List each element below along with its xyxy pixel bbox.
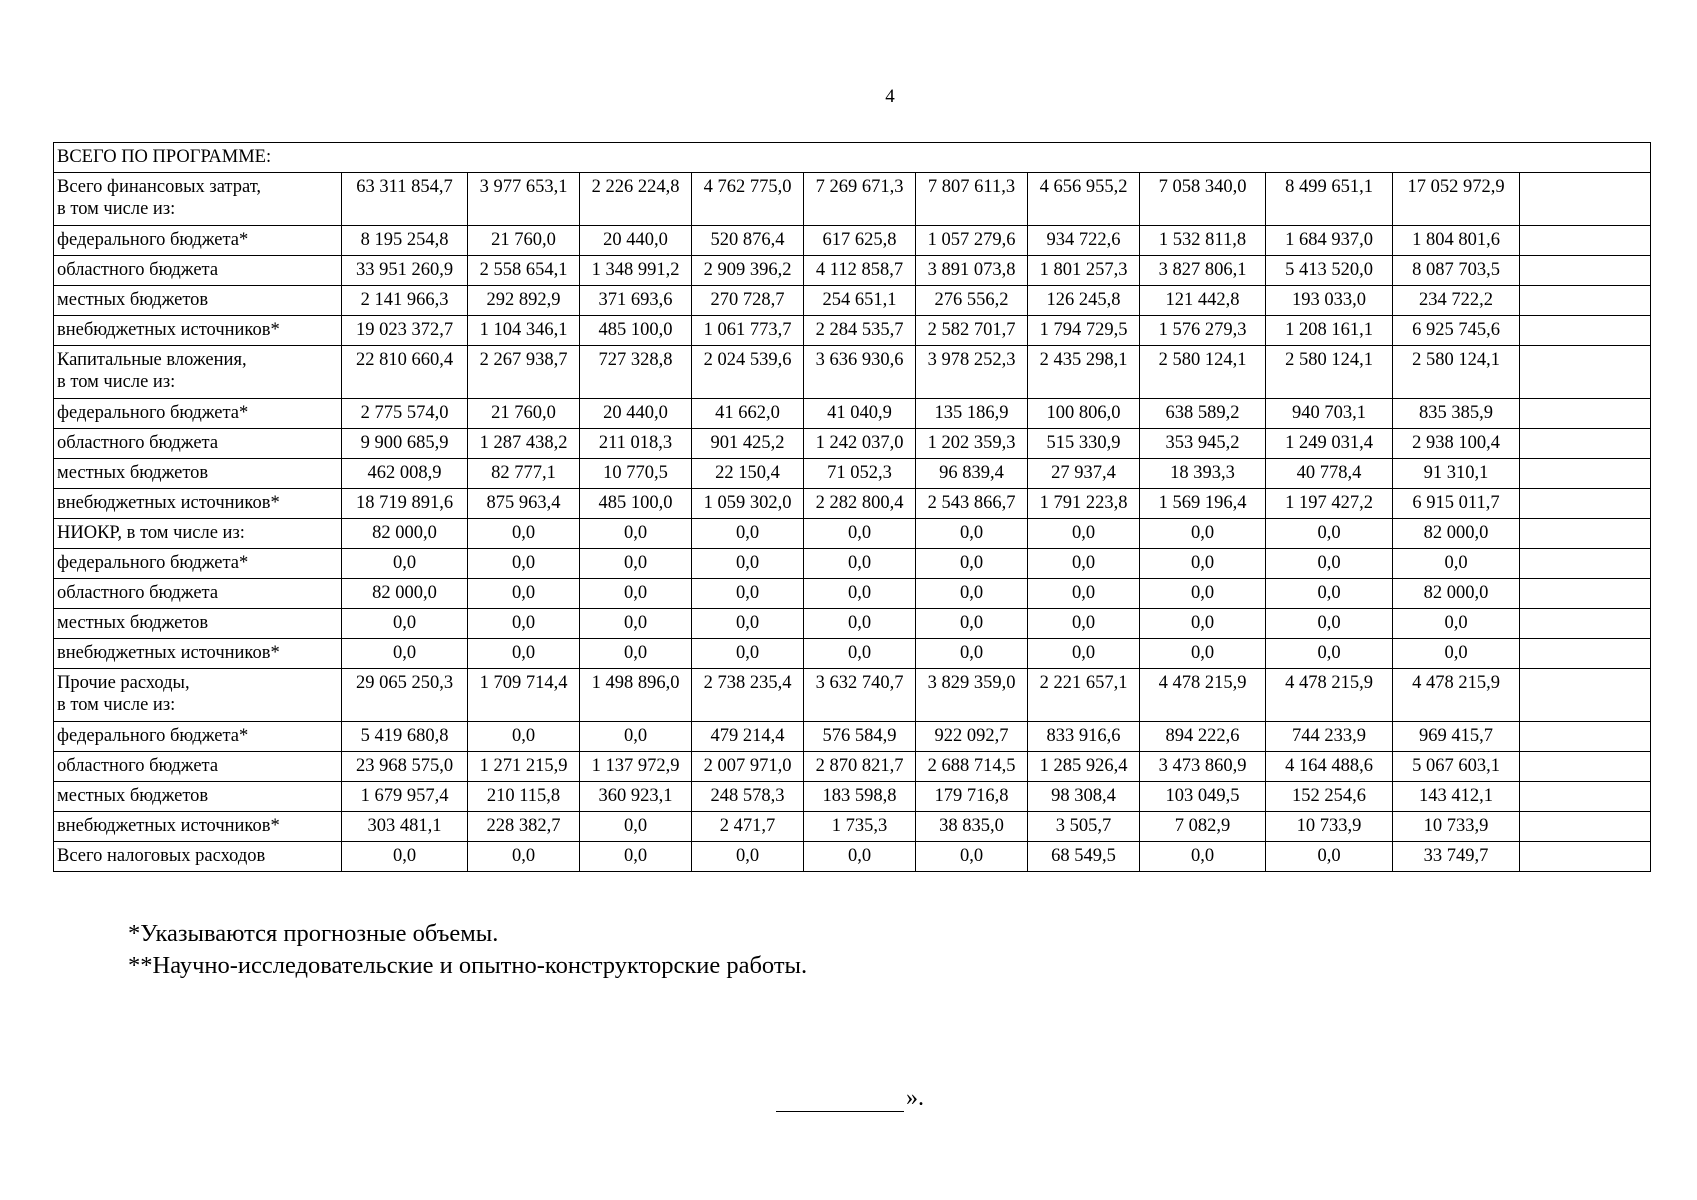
value-cell: 6 915 011,7 bbox=[1393, 489, 1520, 519]
value-cell: 7 807 611,3 bbox=[916, 173, 1028, 226]
value-cell: 462 008,9 bbox=[342, 459, 468, 489]
value-cell: 485 100,0 bbox=[580, 316, 692, 346]
value-cell bbox=[1520, 842, 1651, 872]
value-cell: 934 722,6 bbox=[1028, 226, 1140, 256]
value-cell: 7 058 340,0 bbox=[1140, 173, 1266, 226]
value-cell: 0,0 bbox=[692, 842, 804, 872]
section-title: ВСЕГО ПО ПРОГРАММЕ: bbox=[54, 143, 1651, 173]
value-cell: 1 804 801,6 bbox=[1393, 226, 1520, 256]
value-cell: 2 226 224,8 bbox=[580, 173, 692, 226]
value-cell: 2 024 539,6 bbox=[692, 346, 804, 399]
value-cell: 0,0 bbox=[804, 842, 916, 872]
value-cell bbox=[1520, 429, 1651, 459]
value-cell: 3 829 359,0 bbox=[916, 669, 1028, 722]
value-cell: 19 023 372,7 bbox=[342, 316, 468, 346]
value-cell: 0,0 bbox=[468, 722, 580, 752]
value-cell: 22 810 660,4 bbox=[342, 346, 468, 399]
value-cell: 3 977 653,1 bbox=[468, 173, 580, 226]
table-row bbox=[54, 752, 1651, 782]
value-cell: 969 415,7 bbox=[1393, 722, 1520, 752]
value-cell: 638 589,2 bbox=[1140, 399, 1266, 429]
value-cell: 2 938 100,4 bbox=[1393, 429, 1520, 459]
value-cell: 5 413 520,0 bbox=[1266, 256, 1393, 286]
row-label: федерального бюджета* bbox=[54, 399, 342, 429]
signature-line bbox=[776, 1087, 904, 1112]
value-cell: 3 505,7 bbox=[1028, 812, 1140, 842]
value-cell bbox=[1520, 812, 1651, 842]
value-cell: 520 876,4 bbox=[692, 226, 804, 256]
value-cell: 193 033,0 bbox=[1266, 286, 1393, 316]
value-cell: 0,0 bbox=[342, 639, 468, 669]
value-cell: 0,0 bbox=[1393, 549, 1520, 579]
value-cell bbox=[1520, 609, 1651, 639]
value-cell: 18 393,3 bbox=[1140, 459, 1266, 489]
value-cell: 1 271 215,9 bbox=[468, 752, 580, 782]
row-label: областного бюджета bbox=[54, 579, 342, 609]
value-cell: 0,0 bbox=[468, 579, 580, 609]
value-cell: 8 087 703,5 bbox=[1393, 256, 1520, 286]
value-cell: 98 308,4 bbox=[1028, 782, 1140, 812]
value-cell: 0,0 bbox=[1140, 519, 1266, 549]
value-cell: 6 925 745,6 bbox=[1393, 316, 1520, 346]
value-cell: 0,0 bbox=[1028, 609, 1140, 639]
value-cell: 71 052,3 bbox=[804, 459, 916, 489]
row-label: Прочие расходы, в том числе из: bbox=[54, 669, 342, 722]
value-cell: 0,0 bbox=[580, 639, 692, 669]
value-cell: 1 684 937,0 bbox=[1266, 226, 1393, 256]
value-cell: 0,0 bbox=[1140, 842, 1266, 872]
value-cell: 0,0 bbox=[1140, 549, 1266, 579]
table-row bbox=[54, 842, 1651, 872]
closing-mark bbox=[776, 1085, 924, 1112]
value-cell: 1 709 714,4 bbox=[468, 669, 580, 722]
value-cell: 0,0 bbox=[692, 639, 804, 669]
value-cell: 2 543 866,7 bbox=[916, 489, 1028, 519]
value-cell: 901 425,2 bbox=[692, 429, 804, 459]
value-cell: 27 937,4 bbox=[1028, 459, 1140, 489]
value-cell: 9 900 685,9 bbox=[342, 429, 468, 459]
table-row bbox=[54, 399, 1651, 429]
value-cell: 0,0 bbox=[804, 519, 916, 549]
value-cell: 21 760,0 bbox=[468, 226, 580, 256]
value-cell: 1 137 972,9 bbox=[580, 752, 692, 782]
value-cell: 0,0 bbox=[916, 609, 1028, 639]
value-cell: 360 923,1 bbox=[580, 782, 692, 812]
value-cell: 303 481,1 bbox=[342, 812, 468, 842]
value-cell bbox=[1520, 346, 1651, 399]
value-cell: 0,0 bbox=[1028, 549, 1140, 579]
table-row bbox=[54, 722, 1651, 752]
value-cell: 0,0 bbox=[1266, 579, 1393, 609]
value-cell: 0,0 bbox=[580, 812, 692, 842]
value-cell: 2 435 298,1 bbox=[1028, 346, 1140, 399]
value-cell: 617 625,8 bbox=[804, 226, 916, 256]
value-cell: 833 916,6 bbox=[1028, 722, 1140, 752]
value-cell: 29 065 250,3 bbox=[342, 669, 468, 722]
value-cell: 0,0 bbox=[916, 639, 1028, 669]
row-label: Всего налоговых расходов bbox=[54, 842, 342, 872]
value-cell: 0,0 bbox=[916, 519, 1028, 549]
value-cell: 0,0 bbox=[1140, 609, 1266, 639]
value-cell: 10 733,9 bbox=[1266, 812, 1393, 842]
value-cell: 254 651,1 bbox=[804, 286, 916, 316]
value-cell: 183 598,8 bbox=[804, 782, 916, 812]
value-cell: 1 242 037,0 bbox=[804, 429, 916, 459]
value-cell: 248 578,3 bbox=[692, 782, 804, 812]
value-cell: 0,0 bbox=[1266, 842, 1393, 872]
value-cell: 22 150,4 bbox=[692, 459, 804, 489]
value-cell: 0,0 bbox=[580, 842, 692, 872]
table-row bbox=[54, 782, 1651, 812]
value-cell: 1 061 773,7 bbox=[692, 316, 804, 346]
value-cell: 3 473 860,9 bbox=[1140, 752, 1266, 782]
value-cell: 82 000,0 bbox=[342, 579, 468, 609]
value-cell: 1 285 926,4 bbox=[1028, 752, 1140, 782]
value-cell: 18 719 891,6 bbox=[342, 489, 468, 519]
value-cell: 0,0 bbox=[1393, 639, 1520, 669]
row-label: федерального бюджета* bbox=[54, 722, 342, 752]
row-label: внебюджетных источников* bbox=[54, 316, 342, 346]
value-cell bbox=[1520, 782, 1651, 812]
value-cell: 0,0 bbox=[1028, 639, 1140, 669]
value-cell: 1 576 279,3 bbox=[1140, 316, 1266, 346]
value-cell: 96 839,4 bbox=[916, 459, 1028, 489]
table-row bbox=[54, 226, 1651, 256]
value-cell: 179 716,8 bbox=[916, 782, 1028, 812]
value-cell bbox=[1520, 639, 1651, 669]
value-cell bbox=[1520, 722, 1651, 752]
value-cell: 2 909 396,2 bbox=[692, 256, 804, 286]
value-cell: 1 348 991,2 bbox=[580, 256, 692, 286]
value-cell: 0,0 bbox=[1028, 519, 1140, 549]
value-cell: 515 330,9 bbox=[1028, 429, 1140, 459]
value-cell: 0,0 bbox=[692, 579, 804, 609]
value-cell: 38 835,0 bbox=[916, 812, 1028, 842]
row-label: местных бюджетов bbox=[54, 286, 342, 316]
value-cell: 2 775 574,0 bbox=[342, 399, 468, 429]
table-row bbox=[54, 173, 1651, 226]
value-cell: 0,0 bbox=[580, 609, 692, 639]
value-cell: 0,0 bbox=[580, 549, 692, 579]
value-cell: 0,0 bbox=[468, 639, 580, 669]
value-cell: 228 382,7 bbox=[468, 812, 580, 842]
value-cell: 0,0 bbox=[804, 579, 916, 609]
value-cell: 727 328,8 bbox=[580, 346, 692, 399]
value-cell: 2 688 714,5 bbox=[916, 752, 1028, 782]
value-cell: 0,0 bbox=[468, 549, 580, 579]
value-cell: 2 580 124,1 bbox=[1266, 346, 1393, 399]
value-cell: 126 245,8 bbox=[1028, 286, 1140, 316]
value-cell: 940 703,1 bbox=[1266, 399, 1393, 429]
table-row bbox=[54, 316, 1651, 346]
value-cell: 2 267 938,7 bbox=[468, 346, 580, 399]
value-cell: 5 419 680,8 bbox=[342, 722, 468, 752]
value-cell: 103 049,5 bbox=[1140, 782, 1266, 812]
table-row bbox=[54, 579, 1651, 609]
value-cell: 1 794 729,5 bbox=[1028, 316, 1140, 346]
table-row bbox=[54, 286, 1651, 316]
table-row bbox=[54, 489, 1651, 519]
row-label: внебюджетных источников* bbox=[54, 489, 342, 519]
value-cell: 1 735,3 bbox=[804, 812, 916, 842]
table-row bbox=[54, 519, 1651, 549]
value-cell: 1 498 896,0 bbox=[580, 669, 692, 722]
value-cell: 17 052 972,9 bbox=[1393, 173, 1520, 226]
value-cell: 0,0 bbox=[468, 609, 580, 639]
value-cell: 4 478 215,9 bbox=[1393, 669, 1520, 722]
row-label: федерального бюджета* bbox=[54, 549, 342, 579]
row-label: федерального бюджета* bbox=[54, 226, 342, 256]
value-cell: 2 582 701,7 bbox=[916, 316, 1028, 346]
value-cell: 40 778,4 bbox=[1266, 459, 1393, 489]
row-label: местных бюджетов bbox=[54, 459, 342, 489]
page-number: 4 bbox=[885, 86, 895, 107]
value-cell bbox=[1520, 752, 1651, 782]
value-cell: 1 202 359,3 bbox=[916, 429, 1028, 459]
value-cell: 33 749,7 bbox=[1393, 842, 1520, 872]
value-cell: 4 656 955,2 bbox=[1028, 173, 1140, 226]
value-cell: 10 733,9 bbox=[1393, 812, 1520, 842]
value-cell: 4 112 858,7 bbox=[804, 256, 916, 286]
value-cell bbox=[1520, 489, 1651, 519]
value-cell: 1 249 031,4 bbox=[1266, 429, 1393, 459]
value-cell: 63 311 854,7 bbox=[342, 173, 468, 226]
value-cell: 143 412,1 bbox=[1393, 782, 1520, 812]
value-cell: 0,0 bbox=[1393, 609, 1520, 639]
value-cell: 0,0 bbox=[1140, 639, 1266, 669]
row-label: НИОКР, в том числе из: bbox=[54, 519, 342, 549]
value-cell: 0,0 bbox=[692, 519, 804, 549]
value-cell: 0,0 bbox=[1266, 609, 1393, 639]
value-cell: 0,0 bbox=[342, 549, 468, 579]
footnotes bbox=[128, 918, 807, 982]
value-cell: 41 040,9 bbox=[804, 399, 916, 429]
value-cell bbox=[1520, 579, 1651, 609]
value-cell: 2 141 966,3 bbox=[342, 286, 468, 316]
value-cell: 0,0 bbox=[804, 549, 916, 579]
section-header-row bbox=[54, 143, 1651, 173]
row-label: областного бюджета bbox=[54, 429, 342, 459]
value-cell: 1 532 811,8 bbox=[1140, 226, 1266, 256]
closing-quote: ». bbox=[906, 1085, 924, 1111]
table-body bbox=[54, 143, 1651, 872]
value-cell: 875 963,4 bbox=[468, 489, 580, 519]
table-row bbox=[54, 429, 1651, 459]
row-label: внебюджетных источников* bbox=[54, 639, 342, 669]
value-cell bbox=[1520, 399, 1651, 429]
value-cell: 0,0 bbox=[580, 519, 692, 549]
value-cell: 3 827 806,1 bbox=[1140, 256, 1266, 286]
value-cell: 1 801 257,3 bbox=[1028, 256, 1140, 286]
value-cell bbox=[1520, 286, 1651, 316]
value-cell: 23 968 575,0 bbox=[342, 752, 468, 782]
value-cell: 82 000,0 bbox=[342, 519, 468, 549]
row-label: областного бюджета bbox=[54, 752, 342, 782]
value-cell: 2 580 124,1 bbox=[1140, 346, 1266, 399]
value-cell: 4 478 215,9 bbox=[1140, 669, 1266, 722]
value-cell bbox=[1520, 459, 1651, 489]
value-cell bbox=[1520, 256, 1651, 286]
value-cell: 576 584,9 bbox=[804, 722, 916, 752]
value-cell: 270 728,7 bbox=[692, 286, 804, 316]
value-cell: 0,0 bbox=[1028, 579, 1140, 609]
footnote-niokr: **Научно-исследовательские и опытно-конструкторские работы. bbox=[128, 952, 808, 979]
value-cell: 234 722,2 bbox=[1393, 286, 1520, 316]
value-cell: 1 059 302,0 bbox=[692, 489, 804, 519]
value-cell: 894 222,6 bbox=[1140, 722, 1266, 752]
value-cell: 0,0 bbox=[1140, 579, 1266, 609]
value-cell bbox=[1520, 669, 1651, 722]
table-row bbox=[54, 256, 1651, 286]
value-cell: 2 221 657,1 bbox=[1028, 669, 1140, 722]
value-cell bbox=[1520, 549, 1651, 579]
table-row bbox=[54, 639, 1651, 669]
value-cell: 0,0 bbox=[804, 639, 916, 669]
value-cell: 68 549,5 bbox=[1028, 842, 1140, 872]
value-cell: 479 214,4 bbox=[692, 722, 804, 752]
program-budget-table bbox=[53, 142, 1651, 872]
table-row bbox=[54, 346, 1651, 399]
value-cell: 835 385,9 bbox=[1393, 399, 1520, 429]
value-cell: 1 791 223,8 bbox=[1028, 489, 1140, 519]
value-cell: 1 679 957,4 bbox=[342, 782, 468, 812]
value-cell: 121 442,8 bbox=[1140, 286, 1266, 316]
value-cell: 0,0 bbox=[916, 579, 1028, 609]
value-cell: 152 254,6 bbox=[1266, 782, 1393, 812]
value-cell: 21 760,0 bbox=[468, 399, 580, 429]
value-cell: 0,0 bbox=[1266, 519, 1393, 549]
value-cell: 91 310,1 bbox=[1393, 459, 1520, 489]
value-cell: 211 018,3 bbox=[580, 429, 692, 459]
value-cell: 0,0 bbox=[692, 609, 804, 639]
row-label: областного бюджета bbox=[54, 256, 342, 286]
value-cell: 82 000,0 bbox=[1393, 519, 1520, 549]
value-cell: 2 580 124,1 bbox=[1393, 346, 1520, 399]
value-cell: 2 471,7 bbox=[692, 812, 804, 842]
value-cell: 0,0 bbox=[580, 579, 692, 609]
value-cell: 0,0 bbox=[916, 842, 1028, 872]
value-cell: 1 287 438,2 bbox=[468, 429, 580, 459]
value-cell: 0,0 bbox=[580, 722, 692, 752]
value-cell: 3 632 740,7 bbox=[804, 669, 916, 722]
value-cell: 2 870 821,7 bbox=[804, 752, 916, 782]
value-cell: 0,0 bbox=[468, 842, 580, 872]
value-cell: 0,0 bbox=[692, 549, 804, 579]
value-cell: 41 662,0 bbox=[692, 399, 804, 429]
value-cell: 1 569 196,4 bbox=[1140, 489, 1266, 519]
value-cell: 100 806,0 bbox=[1028, 399, 1140, 429]
value-cell: 135 186,9 bbox=[916, 399, 1028, 429]
value-cell: 744 233,9 bbox=[1266, 722, 1393, 752]
value-cell: 5 067 603,1 bbox=[1393, 752, 1520, 782]
value-cell: 1 104 346,1 bbox=[468, 316, 580, 346]
value-cell: 3 636 930,6 bbox=[804, 346, 916, 399]
value-cell bbox=[1520, 226, 1651, 256]
table-row bbox=[54, 459, 1651, 489]
value-cell: 0,0 bbox=[804, 609, 916, 639]
value-cell: 0,0 bbox=[916, 549, 1028, 579]
value-cell: 485 100,0 bbox=[580, 489, 692, 519]
value-cell bbox=[1520, 173, 1651, 226]
value-cell: 8 499 651,1 bbox=[1266, 173, 1393, 226]
value-cell: 2 284 535,7 bbox=[804, 316, 916, 346]
row-label: внебюджетных источников* bbox=[54, 812, 342, 842]
value-cell: 4 478 215,9 bbox=[1266, 669, 1393, 722]
value-cell: 0,0 bbox=[1266, 639, 1393, 669]
value-cell: 276 556,2 bbox=[916, 286, 1028, 316]
value-cell: 7 269 671,3 bbox=[804, 173, 916, 226]
value-cell: 0,0 bbox=[1266, 549, 1393, 579]
value-cell: 82 777,1 bbox=[468, 459, 580, 489]
table-row bbox=[54, 669, 1651, 722]
value-cell: 7 082,9 bbox=[1140, 812, 1266, 842]
table-row bbox=[54, 549, 1651, 579]
value-cell: 10 770,5 bbox=[580, 459, 692, 489]
value-cell: 3 978 252,3 bbox=[916, 346, 1028, 399]
value-cell: 210 115,8 bbox=[468, 782, 580, 812]
value-cell: 20 440,0 bbox=[580, 226, 692, 256]
value-cell bbox=[1520, 519, 1651, 549]
value-cell: 1 197 427,2 bbox=[1266, 489, 1393, 519]
value-cell: 20 440,0 bbox=[580, 399, 692, 429]
value-cell bbox=[1520, 316, 1651, 346]
value-cell: 0,0 bbox=[342, 842, 468, 872]
row-label: местных бюджетов bbox=[54, 782, 342, 812]
footnote-forecast: *Указываются прогнозные объемы. bbox=[128, 920, 499, 947]
table-row bbox=[54, 812, 1651, 842]
value-cell: 4 164 488,6 bbox=[1266, 752, 1393, 782]
value-cell: 371 693,6 bbox=[580, 286, 692, 316]
value-cell: 1 057 279,6 bbox=[916, 226, 1028, 256]
value-cell: 2 558 654,1 bbox=[468, 256, 580, 286]
value-cell: 1 208 161,1 bbox=[1266, 316, 1393, 346]
value-cell: 33 951 260,9 bbox=[342, 256, 468, 286]
value-cell: 0,0 bbox=[468, 519, 580, 549]
value-cell: 4 762 775,0 bbox=[692, 173, 804, 226]
value-cell: 922 092,7 bbox=[916, 722, 1028, 752]
value-cell: 353 945,2 bbox=[1140, 429, 1266, 459]
table-row bbox=[54, 609, 1651, 639]
value-cell: 0,0 bbox=[342, 609, 468, 639]
value-cell: 8 195 254,8 bbox=[342, 226, 468, 256]
value-cell: 292 892,9 bbox=[468, 286, 580, 316]
row-label: местных бюджетов bbox=[54, 609, 342, 639]
value-cell: 2 738 235,4 bbox=[692, 669, 804, 722]
row-label: Капитальные вложения, в том числе из: bbox=[54, 346, 342, 399]
value-cell: 3 891 073,8 bbox=[916, 256, 1028, 286]
row-label: Всего финансовых затрат, в том числе из: bbox=[54, 173, 342, 226]
value-cell: 2 282 800,4 bbox=[804, 489, 916, 519]
value-cell: 2 007 971,0 bbox=[692, 752, 804, 782]
value-cell: 82 000,0 bbox=[1393, 579, 1520, 609]
